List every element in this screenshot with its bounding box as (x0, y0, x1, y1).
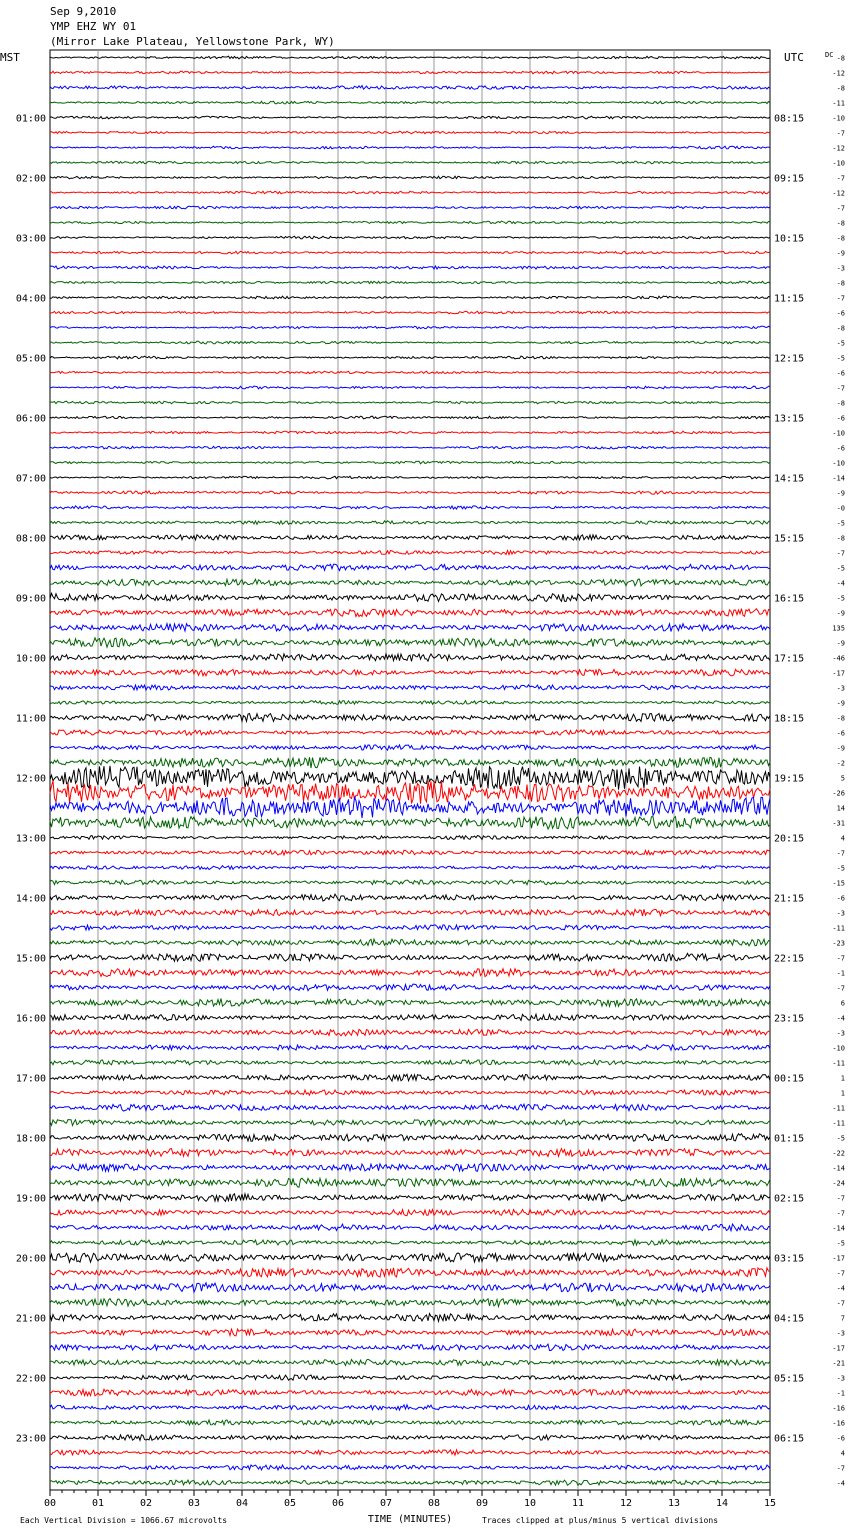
dc-offset-label: -7 (836, 384, 845, 393)
dc-offset-label: -8 (836, 399, 845, 408)
utc-hour-label: 01:15 (774, 1133, 805, 1145)
seismic-trace (50, 416, 770, 419)
seismic-trace (50, 506, 770, 509)
mst-hour-label: 15:00 (15, 953, 46, 965)
dc-offset-label: -6 (836, 729, 845, 738)
seismic-trace (50, 1178, 770, 1187)
dc-offset-label: -24 (832, 1179, 845, 1188)
dc-offset-label: 6 (840, 999, 845, 1008)
dc-offset-label: 1 (840, 1089, 845, 1098)
utc-hour-label: 20:15 (774, 833, 805, 845)
dc-offset-label: -3 (836, 1374, 845, 1383)
seismic-trace (50, 757, 770, 768)
seismic-trace (50, 1465, 770, 1470)
dc-offset-label: -7 (836, 204, 845, 213)
mst-hour-label: 22:00 (15, 1373, 46, 1385)
seismic-trace (50, 894, 770, 901)
dc-offset-label: -14 (832, 1224, 845, 1233)
utc-hour-label: 02:15 (774, 1193, 805, 1205)
dc-offset-label: -10 (832, 114, 845, 123)
seismic-trace (50, 1450, 770, 1455)
seismic-trace (50, 356, 770, 359)
seismic-trace (50, 1314, 770, 1322)
seismic-trace (50, 880, 770, 885)
dc-offset-label: 14 (836, 804, 845, 813)
seismic-trace (50, 521, 770, 525)
seismic-trace (50, 714, 770, 722)
seismic-trace (50, 535, 770, 540)
seismic-trace (50, 341, 770, 344)
seismic-trace (50, 266, 770, 269)
seismic-trace (50, 236, 770, 239)
seismic-trace (50, 101, 770, 104)
dc-offset-label: -7 (836, 174, 845, 183)
mst-hour-label: 01:00 (15, 113, 46, 125)
dc-offset-label: -0 (836, 504, 845, 513)
seismic-trace (50, 984, 770, 991)
seismic-trace (50, 56, 770, 59)
seismic-trace (50, 1359, 770, 1365)
dc-offset-label: -7 (836, 984, 845, 993)
dc-offset-label: -9 (836, 249, 845, 258)
seismic-trace (50, 925, 770, 930)
x-tick-label: 05 (283, 1498, 297, 1509)
seismic-trace (50, 1405, 770, 1410)
dc-label: DC (825, 51, 834, 59)
dc-offset-label: -7 (836, 849, 845, 858)
dc-offset-label: -5 (836, 354, 845, 363)
utc-hour-label: 21:15 (774, 893, 805, 905)
dc-offset-label: -17 (832, 1344, 845, 1353)
seismic-trace (50, 431, 770, 434)
seismic-trace (50, 1194, 770, 1202)
dc-offset-label: -31 (832, 819, 845, 828)
seismic-trace (50, 909, 770, 916)
seismic-trace (50, 1014, 770, 1020)
seismic-trace (50, 850, 770, 855)
mst-hour-label: 18:00 (15, 1133, 46, 1145)
seismic-trace (50, 1240, 770, 1245)
utc-hour-label: 04:15 (774, 1313, 805, 1325)
seismic-trace (50, 701, 770, 705)
mst-hour-label: 17:00 (15, 1073, 46, 1085)
seismic-trace (50, 685, 770, 690)
seismic-trace (50, 654, 770, 661)
dc-offset-label: -7 (836, 1194, 845, 1203)
utc-hour-label: 18:15 (774, 713, 805, 725)
seismic-trace (50, 551, 770, 555)
utc-hour-label: 17:15 (774, 653, 805, 665)
dc-offset-label: -9 (836, 639, 845, 648)
seismic-trace (50, 131, 770, 134)
seismic-trace (50, 296, 770, 299)
dc-offset-label: -10 (832, 159, 845, 168)
utc-hour-label: 03:15 (774, 1253, 805, 1265)
seismic-trace (50, 1299, 770, 1307)
seismic-trace (50, 593, 770, 601)
seismic-trace (50, 116, 770, 119)
dc-offset-label: -7 (836, 129, 845, 138)
x-tick-label: 03 (187, 1498, 201, 1509)
dc-offset-label: -9 (836, 699, 845, 708)
mst-hour-label: 19:00 (15, 1193, 46, 1205)
seismic-trace (50, 866, 770, 870)
dc-offset-label: -3 (836, 1029, 845, 1038)
seismic-trace (50, 86, 770, 90)
seismic-trace (50, 1134, 770, 1142)
utc-hour-label: 16:15 (774, 593, 805, 605)
x-tick-label: 15 (763, 1498, 777, 1509)
dc-offset-label: -46 (832, 654, 845, 663)
x-tick-label: 11 (571, 1498, 585, 1509)
utc-hour-label: 08:15 (774, 113, 805, 125)
seismic-trace (50, 817, 770, 829)
dc-offset-label: -5 (836, 1134, 845, 1143)
dc-offset-label: -17 (832, 1254, 845, 1263)
dc-offset-label: 4 (840, 834, 845, 843)
dc-offset-label: -21 (832, 1359, 845, 1368)
seismic-trace (50, 939, 770, 946)
mst-hour-label: 13:00 (15, 833, 46, 845)
clip-note: Traces clipped at plus/minus 5 vertical divisions (482, 1516, 719, 1525)
dc-offset-label: -3 (836, 909, 845, 918)
seismic-trace (50, 1268, 770, 1277)
x-tick-label: 02 (139, 1498, 153, 1509)
seismic-trace (50, 401, 770, 404)
x-tick-label: 13 (667, 1498, 681, 1509)
dc-offset-label: -16 (832, 1419, 845, 1428)
seismic-trace (50, 579, 770, 586)
seismic-trace (50, 221, 770, 224)
dc-offset-label: -8 (836, 234, 845, 243)
x-tick-label: 10 (523, 1498, 537, 1509)
seismic-trace (50, 491, 770, 494)
dc-offset-label: -4 (836, 1284, 845, 1293)
seismic-trace (50, 326, 770, 329)
dc-offset-label: -26 (832, 789, 845, 798)
x-tick-label: 06 (331, 1498, 345, 1509)
dc-offset-label: 7 (840, 1314, 845, 1323)
dc-offset-label: -5 (836, 339, 845, 348)
seismic-trace (50, 1029, 770, 1035)
dc-offset-label: -12 (832, 189, 845, 198)
dc-offset-label: -10 (832, 1044, 845, 1053)
seismic-trace (50, 1389, 770, 1396)
utc-hour-label: 12:15 (774, 353, 805, 365)
mst-hour-label: 08:00 (15, 533, 46, 545)
header-location: (Mirror Lake Plateau, Yellowstone Park, WY) (50, 35, 335, 48)
dc-offset-label: -3 (836, 684, 845, 693)
dc-offset-label: -9 (836, 744, 845, 753)
dc-offset-label: 4 (840, 1449, 845, 1458)
header-station: YMP EHZ WY 01 (50, 20, 137, 33)
dc-offset-label: -5 (836, 1239, 845, 1248)
seismic-trace (50, 1119, 770, 1125)
dc-offset-label: -1 (836, 1389, 845, 1398)
mst-hour-label: 02:00 (15, 173, 46, 185)
dc-offset-label: -16 (832, 1404, 845, 1413)
seismic-trace (50, 953, 770, 961)
dc-offset-label: -8 (836, 714, 845, 723)
dc-offset-label: -6 (836, 1434, 845, 1443)
seismic-trace (50, 564, 770, 570)
dc-offset-label: -15 (832, 879, 845, 888)
seismic-trace (50, 638, 770, 647)
dc-offset-label: -7 (836, 1299, 845, 1308)
seismic-trace (50, 1149, 770, 1157)
x-tick-label: 04 (235, 1498, 249, 1509)
seismic-trace (50, 191, 770, 194)
seismic-trace (50, 1209, 770, 1215)
mst-hour-label: 11:00 (15, 713, 46, 725)
seismic-trace (50, 1164, 770, 1172)
seismic-trace (50, 281, 770, 283)
left-axis-label: MST (0, 51, 20, 64)
right-axis-label: UTC (784, 51, 804, 64)
utc-hour-label: 22:15 (774, 953, 805, 965)
dc-offset-label: -5 (836, 594, 845, 603)
seismic-trace (50, 624, 770, 632)
seismic-trace (50, 386, 770, 389)
seismic-trace (50, 311, 770, 313)
dc-offset-label: -8 (836, 279, 845, 288)
seismic-trace (50, 1045, 770, 1050)
x-tick-label: 14 (715, 1498, 729, 1509)
dc-offset-label: -8 (836, 534, 845, 543)
dc-offset-label: -12 (832, 69, 845, 78)
dc-offset-label: -5 (836, 519, 845, 528)
dc-offset-label: -6 (836, 414, 845, 423)
seismic-trace (50, 969, 770, 977)
x-tick-label: 01 (91, 1498, 105, 1509)
dc-offset-label: -4 (836, 1479, 845, 1488)
seismic-trace (50, 669, 770, 676)
utc-hour-label: 23:15 (774, 1013, 805, 1025)
dc-offset-label: 1 (840, 1074, 845, 1083)
dc-offset-label: -11 (832, 924, 845, 933)
dc-offset-label: -9 (836, 609, 845, 618)
x-tick-label: 09 (475, 1498, 489, 1509)
seismic-trace (50, 371, 770, 373)
scale-note: Each Vertical Division = 1066.67 microvolts (20, 1516, 228, 1525)
dc-offset-label: -4 (836, 1014, 845, 1023)
mst-hour-label: 21:00 (15, 1313, 46, 1325)
seismic-trace (50, 1375, 770, 1380)
seismic-trace (50, 161, 770, 164)
x-tick-label: 12 (619, 1498, 633, 1509)
utc-hour-label: 15:15 (774, 533, 805, 545)
dc-offset-label: -12 (832, 144, 845, 153)
seismic-trace (50, 797, 770, 818)
dc-offset-label: -8 (836, 219, 845, 228)
mst-hour-label: 07:00 (15, 473, 46, 485)
dc-offset-label: -23 (832, 939, 845, 948)
mst-hour-label: 16:00 (15, 1013, 46, 1025)
seismic-trace (50, 1060, 770, 1065)
dc-offset-label: -9 (836, 489, 845, 498)
dc-offset-label: 135 (832, 624, 845, 633)
seismic-trace (50, 1253, 770, 1262)
utc-hour-label: 13:15 (774, 413, 805, 425)
seismic-trace (50, 176, 770, 179)
mst-hour-label: 06:00 (15, 413, 46, 425)
dc-offset-label: -6 (836, 444, 845, 453)
dc-offset-label: -8 (836, 54, 845, 63)
x-tick-label: 00 (43, 1498, 57, 1509)
seismic-trace (50, 206, 770, 209)
mst-hour-label: 10:00 (15, 653, 46, 665)
dc-offset-label: -14 (832, 1164, 845, 1173)
seismic-trace (50, 1283, 770, 1292)
seismic-trace (50, 1074, 770, 1081)
mst-hour-label: 09:00 (15, 593, 46, 605)
dc-offset-label: -11 (832, 1104, 845, 1113)
mst-hour-label: 20:00 (15, 1253, 46, 1265)
dc-offset-label: -1 (836, 969, 845, 978)
dc-offset-label: -7 (836, 1464, 845, 1473)
dc-offset-label: -17 (832, 669, 845, 678)
mst-hour-label: 12:00 (15, 773, 46, 785)
utc-hour-label: 09:15 (774, 173, 805, 185)
dc-offset-label: -14 (832, 474, 845, 483)
dc-offset-label: -7 (836, 1269, 845, 1278)
seismic-trace (50, 1480, 770, 1485)
x-axis-label: TIME (MINUTES) (367, 1514, 453, 1525)
seismic-trace (50, 1420, 770, 1425)
dc-offset-label: -22 (832, 1149, 845, 1158)
dc-offset-label: -6 (836, 369, 845, 378)
dc-offset-label: -11 (832, 1059, 845, 1068)
seismic-trace (50, 1104, 770, 1111)
utc-hour-label: 06:15 (774, 1433, 805, 1445)
dc-offset-label: -8 (836, 324, 845, 333)
seismic-trace (50, 836, 770, 840)
mst-hour-label: 04:00 (15, 293, 46, 305)
utc-hour-label: 10:15 (774, 233, 805, 245)
seismic-trace (50, 146, 770, 149)
dc-offset-label: -6 (836, 309, 845, 318)
mst-hour-label: 14:00 (15, 893, 46, 905)
dc-offset-label: -7 (836, 294, 845, 303)
utc-hour-label: 00:15 (774, 1073, 805, 1085)
dc-offset-label: -5 (836, 564, 845, 573)
dc-offset-label: -10 (832, 459, 845, 468)
mst-hour-label: 23:00 (15, 1433, 46, 1445)
utc-hour-label: 19:15 (774, 773, 805, 785)
seismic-trace (50, 71, 770, 74)
mst-hour-label: 03:00 (15, 233, 46, 245)
seismic-trace (50, 730, 770, 735)
seismic-trace (50, 1435, 770, 1441)
dc-offset-label: -4 (836, 579, 845, 588)
dc-offset-label: -11 (832, 1119, 845, 1128)
seismic-trace (50, 251, 770, 254)
utc-hour-label: 14:15 (774, 473, 805, 485)
seismic-trace (50, 745, 770, 750)
dc-offset-label: -10 (832, 429, 845, 438)
x-tick-label: 08 (427, 1498, 441, 1509)
dc-offset-label: -3 (836, 1329, 845, 1338)
dc-offset-label: -7 (836, 549, 845, 558)
dc-offset-label: -2 (836, 759, 845, 768)
seismic-trace (50, 446, 770, 449)
header-date: Sep 9,2010 (50, 5, 117, 18)
mst-hour-label: 05:00 (15, 353, 46, 365)
x-tick-label: 07 (379, 1498, 393, 1509)
dc-offset-label: -3 (836, 264, 845, 273)
seismic-trace (50, 1344, 770, 1350)
seismic-trace (50, 609, 770, 617)
dc-offset-label: -7 (836, 1209, 845, 1218)
seismic-trace (50, 1090, 770, 1095)
seismic-trace (50, 1329, 770, 1336)
dc-offset-label: -8 (836, 84, 845, 93)
dc-offset-label: -5 (836, 864, 845, 873)
seismic-trace (50, 476, 770, 479)
utc-hour-label: 05:15 (774, 1373, 805, 1385)
dc-offset-label: -6 (836, 894, 845, 903)
dc-offset-label: 5 (840, 774, 845, 783)
seismic-trace (50, 999, 770, 1007)
dc-offset-label: -11 (832, 99, 845, 108)
dc-offset-label: -7 (836, 954, 845, 963)
seismic-trace (50, 461, 770, 464)
utc-hour-label: 11:15 (774, 293, 805, 305)
seismic-trace (50, 1224, 770, 1231)
